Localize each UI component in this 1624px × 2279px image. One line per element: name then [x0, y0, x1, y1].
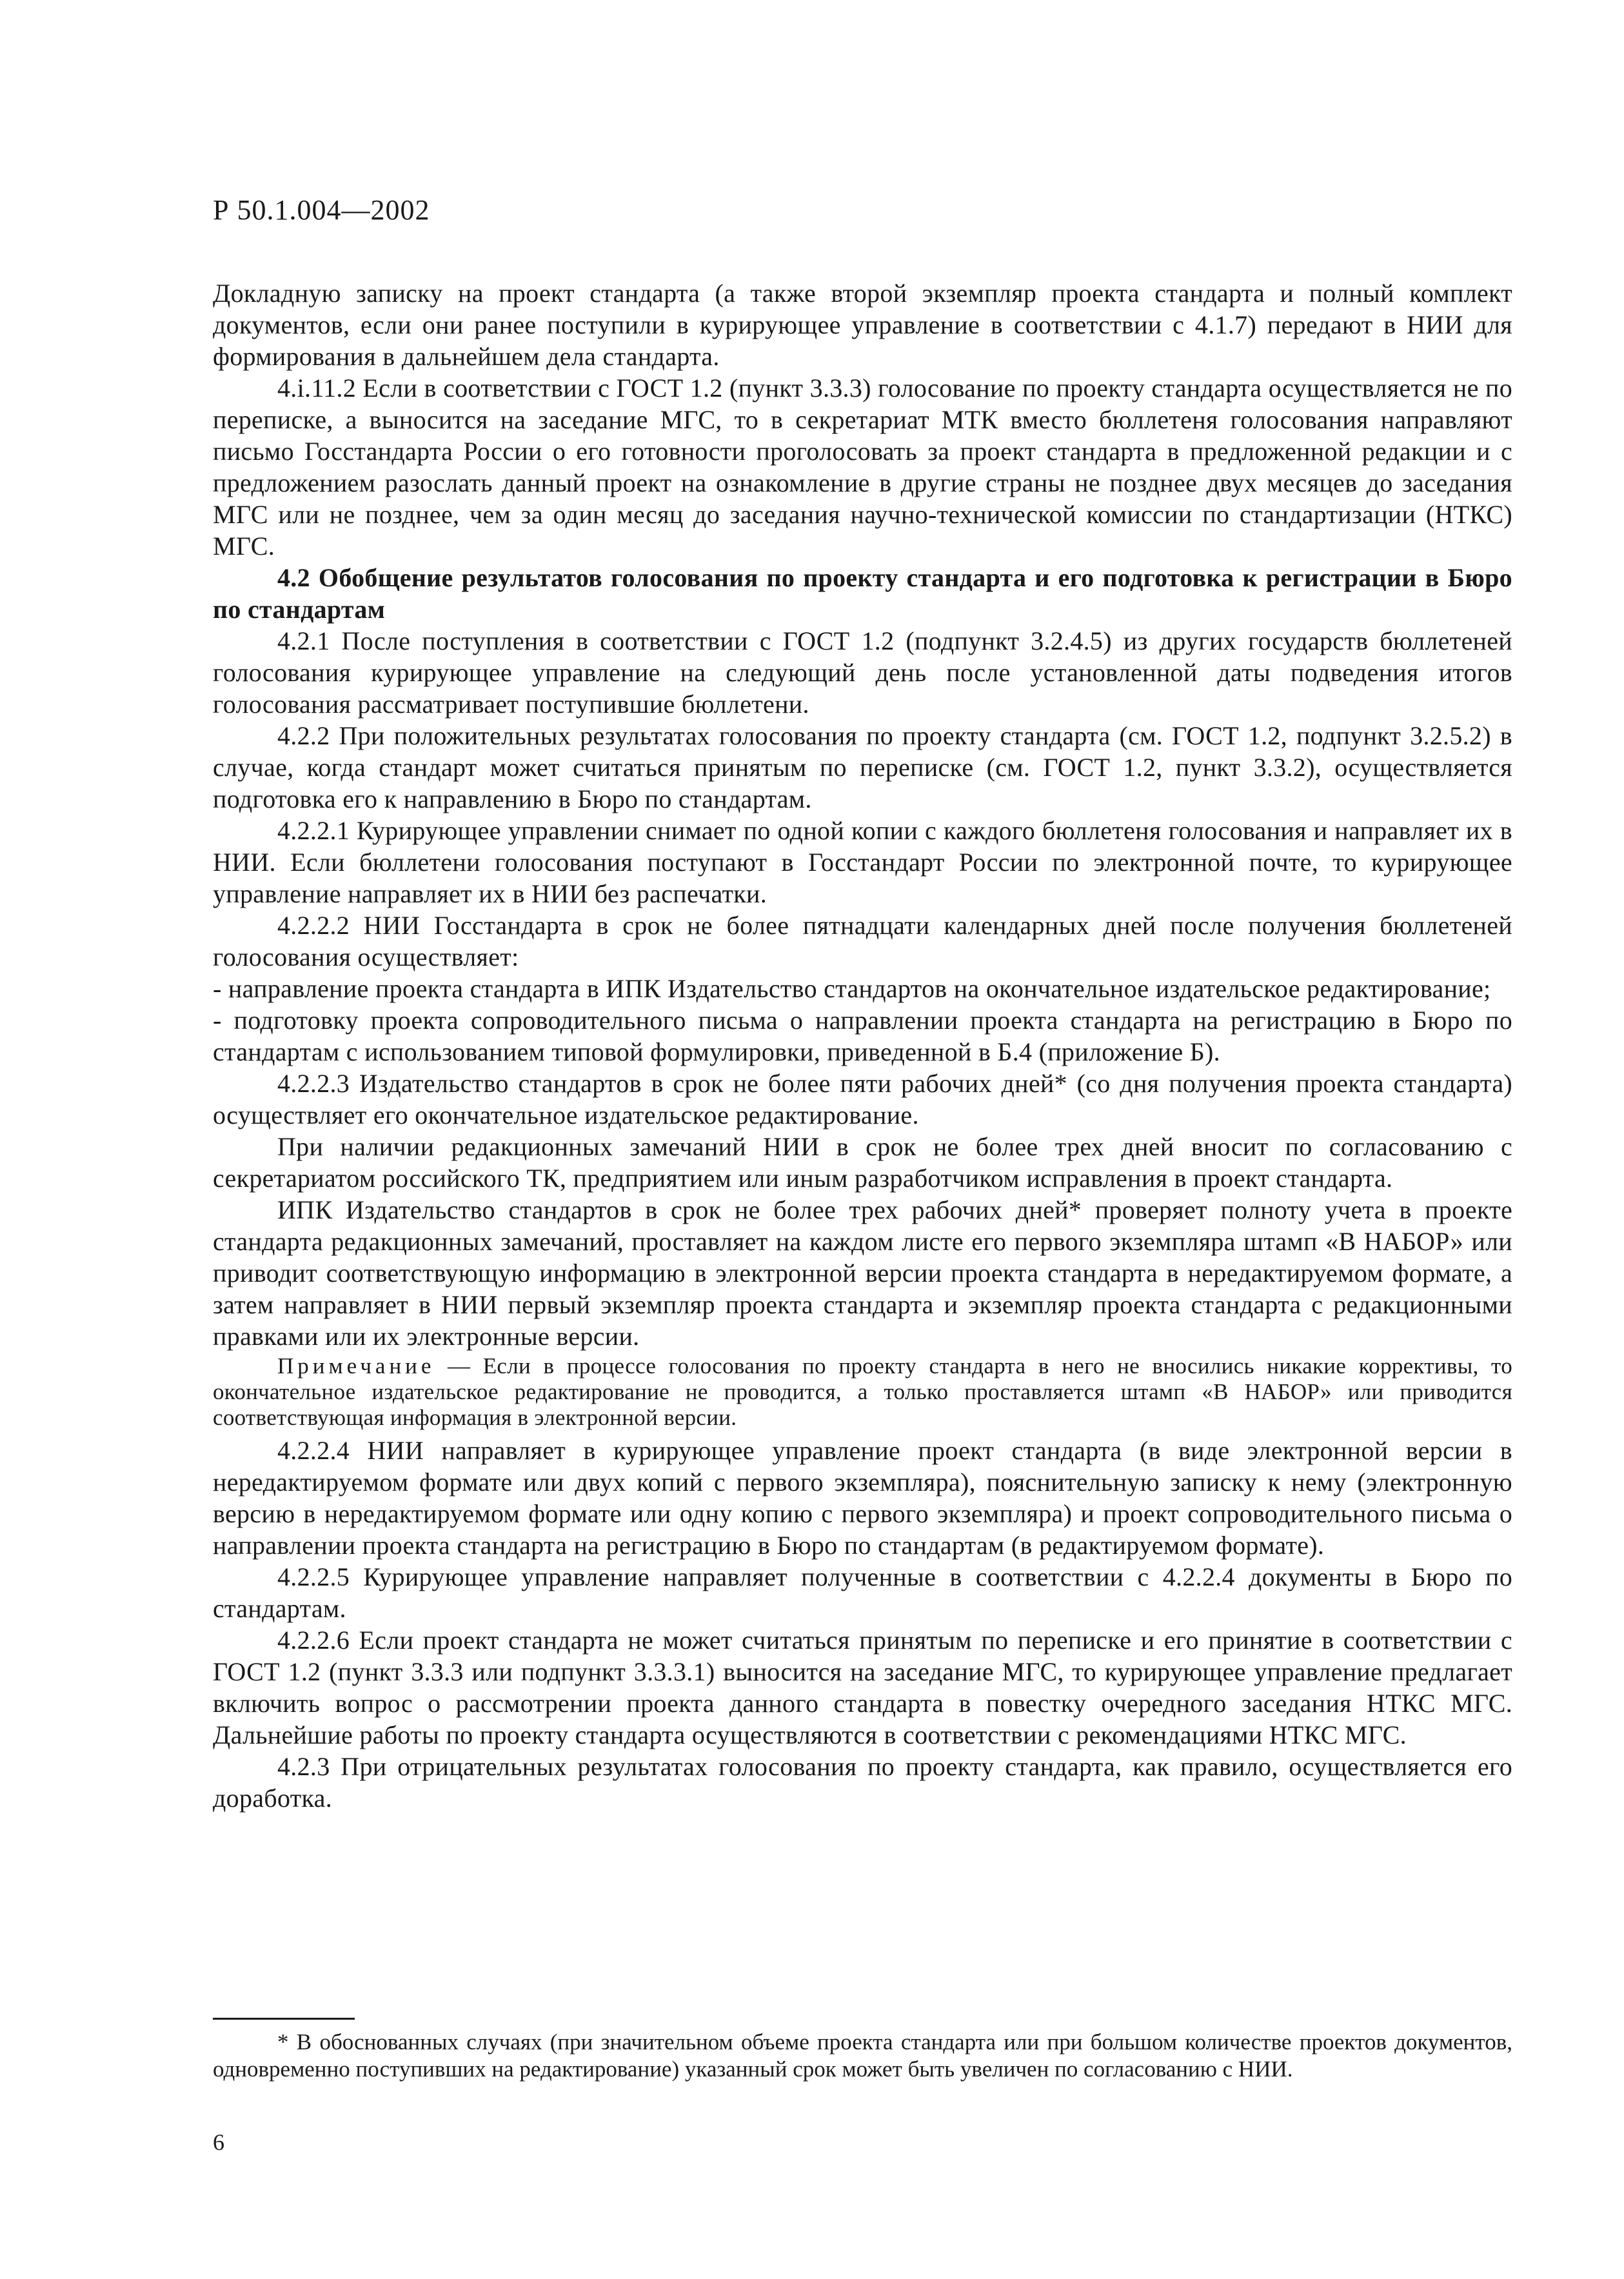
paragraph: Докладную записку на проект стандарта (а также второй экземпляр проекта стандарта и полный комплект документов, если они ранее поступили в курирующее управление в соответствии с 4.1.7) передают в НИИ для формирования в дальнейшем дела стандарта. [213, 279, 1512, 371]
list-item: - подготовку проекта сопроводительного письма о направлении проекта стандарта на регистрацию в Бюро по стандартам с использованием типовой формулировки, приведенной в Б.4 (приложение Б). [213, 1006, 1512, 1066]
paragraph: 4.2.2.5 Курирующее управление направляет полученные в соответствии с 4.2.2.4 документы в Бюро по стандартам. [213, 1562, 1512, 1623]
paragraph: 4.2.2.6 Если проект стандарта не может считаться принятым по переписке и его принятие в соответствии с ГОСТ 1.2 (пункт 3.3.3 или подпункт 3.3.3.1) выносится на заседание МГС, то курирующее управление предлагает включить вопрос о рассмотрении проекта данного стандарта в повестку очередного заседания НТКС МГС. Дальнейшие работы по проекту стандарта осуществляются в соответствии с рекомендациями НТКС МГС. [213, 1626, 1512, 1749]
paragraph: 4.2.3 При отрицательных результатах голосования по проекту стандарта, как правило, осуществляется его доработка. [213, 1752, 1512, 1813]
paragraph: 4.2.2 При положительных результатах голосования по проекту стандарта (см. ГОСТ 1.2, подпункт 3.2.5.2) в случае, когда стандарт может считаться принятым по переписке (см. ГОСТ 1.2, пункт 3.3.2), осуществляется подготовка его к направлению в Бюро по стандартам. [213, 721, 1512, 813]
paragraph: При наличии редакционных замечаний НИИ в срок не более трех дней вносит по согласованию с секретариатом российского ТК, предприятием или иным разработчиком исправления в проект стандарта. [213, 1132, 1512, 1193]
note-text: — Если в процессе голосования по проекту стандарта в него не вносились никакие коррективы, то окончательное издательское редактирование не проводится, а только проставляется штамп «В НАБОР» или приводится соответствующая информация в электронной версии. [213, 1353, 1512, 1430]
paragraph: 4.2.2.1 Курирующее управлении снимает по одной копии с каждого бюллетеня голосования и направляет их в НИИ. Если бюллетени голосования поступают в Госстандарт России по электронной почте, то курирующее управление направляет их в НИИ без распечатки. [213, 816, 1512, 908]
list-item: - направление проекта стандарта в ИПК Издательство стандартов на окончательное издательское редактирование; [213, 974, 1491, 1003]
note-label: Примечание [277, 1353, 435, 1378]
paragraph: 4.2.2.3 Издательство стандартов в срок не более пяти рабочих дней* (со дня получения проекта стандарта) осуществляет его окончательное издательское редактирование. [213, 1069, 1512, 1130]
paragraph: ИПК Издательство стандартов в срок не более трех рабочих дней* проверяет полноту учета в проекте стандарта редакционных замечаний, проставляет на каждом листе его первого экземпляра штамп «В НАБОР» или приводит соответствующую информацию в электронной версии проекта стандарта в нередактируемом формате, а затем направляет в НИИ первый экземпляр проекта стандарта и экземпляр проекта стандарта с редакционными правками или их электронные версии. [213, 1195, 1512, 1351]
paragraph: 4.2.2.2 НИИ Госстандарта в срок не более пятнадцати календарных дней после получения бюллетеней голосования осуществляет: [213, 911, 1512, 971]
document-body [213, 277, 1512, 1814]
footnote: * В обоснованных случаях (при значительном объеме проекта стандарта или при большом количестве проектов документов, одновременно поступивших на редактирование) указанный срок может быть увеличен по согласованию с НИИ. [213, 2029, 1512, 2082]
note [213, 1353, 1512, 1431]
footnote-divider [213, 2018, 355, 2020]
paragraph: 4.i.11.2 Если в соответствии с ГОСТ 1.2 (пункт 3.3.3) голосование по проекту стандарта осуществляется не по переписке, а выносится на заседание МГС, то в секретариат МТК вместо бюллетеня голосования направляют письмо Госстандарта России о его готовности проголосовать за проект стандарта в предложенной редакции и с предложением разослать данный проект на ознакомление в другие страны не позднее двух месяцев до заседания МГС или не позднее, чем за один месяц до заседания научно-технической комиссии по стандартизации (НТКС) МГС. [213, 373, 1512, 561]
page-number: 6 [213, 2129, 224, 2155]
paragraph: 4.2.2.4 НИИ направляет в курирующее управление проект стандарта (в виде электронной версии в нередактируемом формате или двух копий с первого экземпляра), пояснительную записку к нему (электронную версию в нередактируемом формате или одну копию с первого экземпляра) и проект сопроводительного письма о направлении проекта стандарта на регистрацию в Бюро по стандартам (в редактируемом формате). [213, 1436, 1512, 1560]
document-code-header: Р 50.1.004—2002 [213, 194, 430, 226]
paragraph: 4.2.1 После поступления в соответствии с ГОСТ 1.2 (подпункт 3.2.4.5) из других государств бюллетеней голосования курирующее управление на следующий день после установленной даты подведения итогов голосования рассматривает поступившие бюллетени. [213, 626, 1512, 719]
section-heading: 4.2 Обобщение результатов голосования по проекту стандарта и его подготовка к регистрации в Бюро по стандартам [213, 563, 1512, 624]
